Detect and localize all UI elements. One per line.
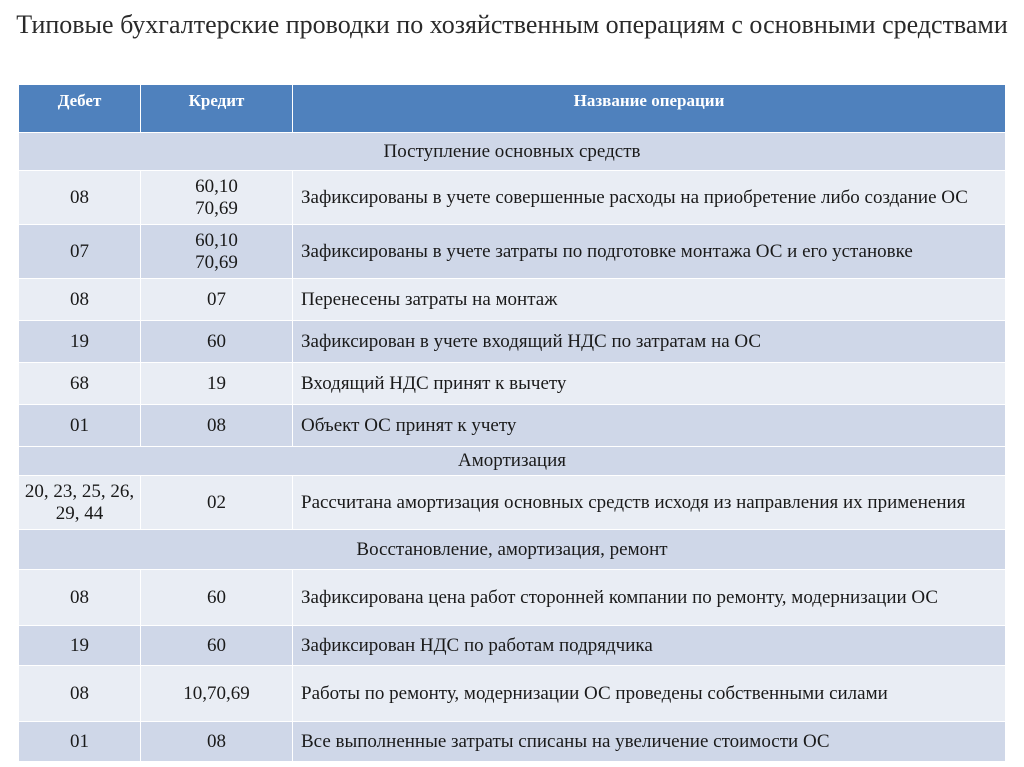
cell-operation: Зафиксированы в учете совершенные расходы на приобретение либо создание ОС: [293, 171, 1006, 225]
cell-operation: Работы по ремонту, модернизации ОС проведены собственными силами: [293, 666, 1006, 722]
cell-credit: 60: [141, 570, 293, 626]
cell-credit: 60: [141, 321, 293, 363]
cell-operation: Объект ОС принят к учету: [293, 405, 1006, 447]
cell-operation: Зафиксирована цена работ сторонней компании по ремонту, модернизации ОС: [293, 570, 1006, 626]
cell-credit: 02: [141, 476, 293, 530]
page-title: Типовые бухгалтерские проводки по хозяйственным операциям с основными средствами: [16, 10, 1008, 39]
cell-debit: 01: [19, 405, 141, 447]
cell-operation: Входящий НДС принят к вычету: [293, 363, 1006, 405]
cell-operation: Зафиксированы в учете затраты по подготовке монтажа ОС и его установке: [293, 225, 1006, 279]
cell-credit: 07: [141, 279, 293, 321]
cell-debit: 08: [19, 171, 141, 225]
table-row: [19, 363, 1006, 405]
table-row: [19, 666, 1006, 722]
cell-credit: 19: [141, 363, 293, 405]
cell-debit: 08: [19, 570, 141, 626]
header-credit: Кредит: [141, 85, 293, 133]
section-title: Поступление основных средств: [19, 133, 1006, 171]
section-row: [19, 447, 1006, 476]
cell-debit: 07: [19, 225, 141, 279]
table-row: [19, 722, 1006, 762]
cell-credit: 10,70,69: [141, 666, 293, 722]
table-header-row: [19, 85, 1006, 133]
cell-operation: Зафиксирован в учете входящий НДС по затратам на ОС: [293, 321, 1006, 363]
cell-operation: Рассчитана амортизация основных средств исходя из направления их применения: [293, 476, 1006, 530]
section-title: Восстановление, амортизация, ремонт: [19, 530, 1006, 570]
header-operation: Название операции: [293, 85, 1006, 133]
table-row: [19, 171, 1006, 225]
table-row: [19, 405, 1006, 447]
section-title: Амортизация: [19, 447, 1006, 476]
cell-credit: 60,10 70,69: [141, 225, 293, 279]
cell-debit: 19: [19, 626, 141, 666]
section-row: [19, 530, 1006, 570]
cell-debit: 08: [19, 279, 141, 321]
table-row: [19, 225, 1006, 279]
postings-table: [18, 84, 1006, 762]
cell-credit: 08: [141, 722, 293, 762]
cell-credit: 60,10 70,69: [141, 171, 293, 225]
cell-operation: Перенесены затраты на монтаж: [293, 279, 1006, 321]
cell-debit: 01: [19, 722, 141, 762]
table-row: [19, 570, 1006, 626]
cell-credit: 60: [141, 626, 293, 666]
table-row: [19, 626, 1006, 666]
cell-operation: Все выполненные затраты списаны на увеличение стоимости ОС: [293, 722, 1006, 762]
header-debit: Дебет: [19, 85, 141, 133]
cell-credit: 08: [141, 405, 293, 447]
table-row: [19, 321, 1006, 363]
section-row: [19, 133, 1006, 171]
cell-debit: 19: [19, 321, 141, 363]
cell-debit: 08: [19, 666, 141, 722]
cell-debit: 68: [19, 363, 141, 405]
cell-operation: Зафиксирован НДС по работам подрядчика: [293, 626, 1006, 666]
table-row: [19, 279, 1006, 321]
table-row: [19, 476, 1006, 530]
cell-debit: 20, 23, 25, 26, 29, 44: [19, 476, 141, 530]
